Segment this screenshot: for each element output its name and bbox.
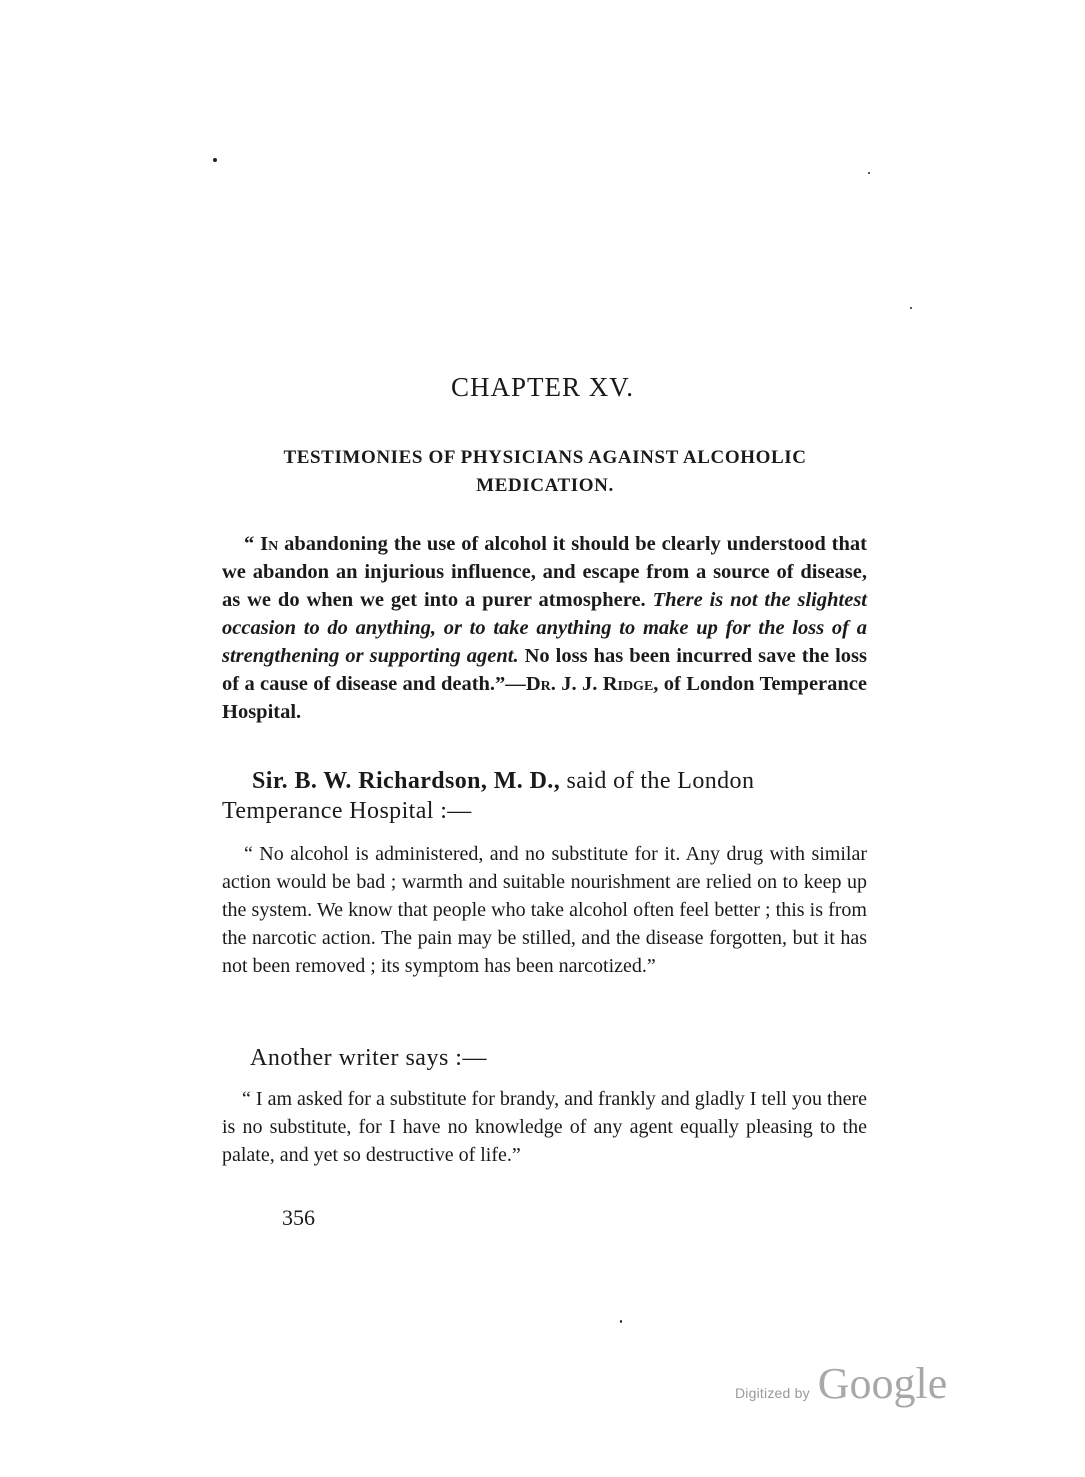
page-number: 356 [282, 1205, 315, 1230]
richardson-heading-rest: said of the London Temperance Hospital :— [222, 768, 755, 824]
scan-speck [213, 158, 217, 162]
watermark-prefix: Digitized by [735, 1385, 810, 1401]
subtitle-line-2: MEDICATION. [476, 475, 614, 496]
ridge-quote [222, 530, 867, 726]
google-logo: Google [817, 1359, 948, 1408]
chapter-subtitle [220, 444, 870, 500]
quote-author: Dr. J. J. Ridge, [525, 673, 659, 695]
scan-speck [620, 1320, 622, 1323]
richardson-quote: “ No alcohol is administered, and no substitute for it. Any drug with similar action would be bad ; warmth and suitable nourishment are relied on to keep up the system. We know that people who take alcohol often feel better ; this is from the narcotic action. The pain may be stilled, and the disease forgotten, but it has not been removed ; its symptom has been narcotized.” [222, 843, 867, 977]
subtitle-line-1: TESTIMONIES OF PHYSICIANS AGAINST ALCOHOLIC [283, 447, 807, 468]
richardson-heading [222, 766, 867, 826]
quote-italic-text: There is not the slightest occasion to do anything, or to take anything to make up for the loss of a strengthening or supporting agent. [222, 589, 867, 667]
richardson-name: Sir. B. W. Richardson, M. D., [252, 768, 561, 794]
brandy-quote: “ I am asked for a substitute for brandy, and frankly and gladly I tell you there is no substitute, for I have no knowledge of any agent equally pleasing to the palate, and yet so destructive of life.” [222, 1088, 867, 1166]
quote-lead-in: “ In [244, 533, 279, 555]
scan-speck [910, 307, 912, 309]
chapter-title: CHAPTER XV. [450, 372, 635, 402]
quote-text-after: No loss has been incurred save the loss of a cause of disease and death.”— [222, 645, 867, 695]
another-writer-heading: Another writer says :— [250, 1045, 487, 1071]
quote-author-affiliation: of London Temperance Hospital. [222, 673, 867, 723]
scan-speck [868, 172, 870, 174]
google-watermark [735, 1358, 947, 1409]
quote-text: abandoning the use of alcohol it should be clearly understood that we abandon an injurious influence, and escape from a source of disease, as we do when we get into a purer atmosphere. [222, 533, 867, 611]
